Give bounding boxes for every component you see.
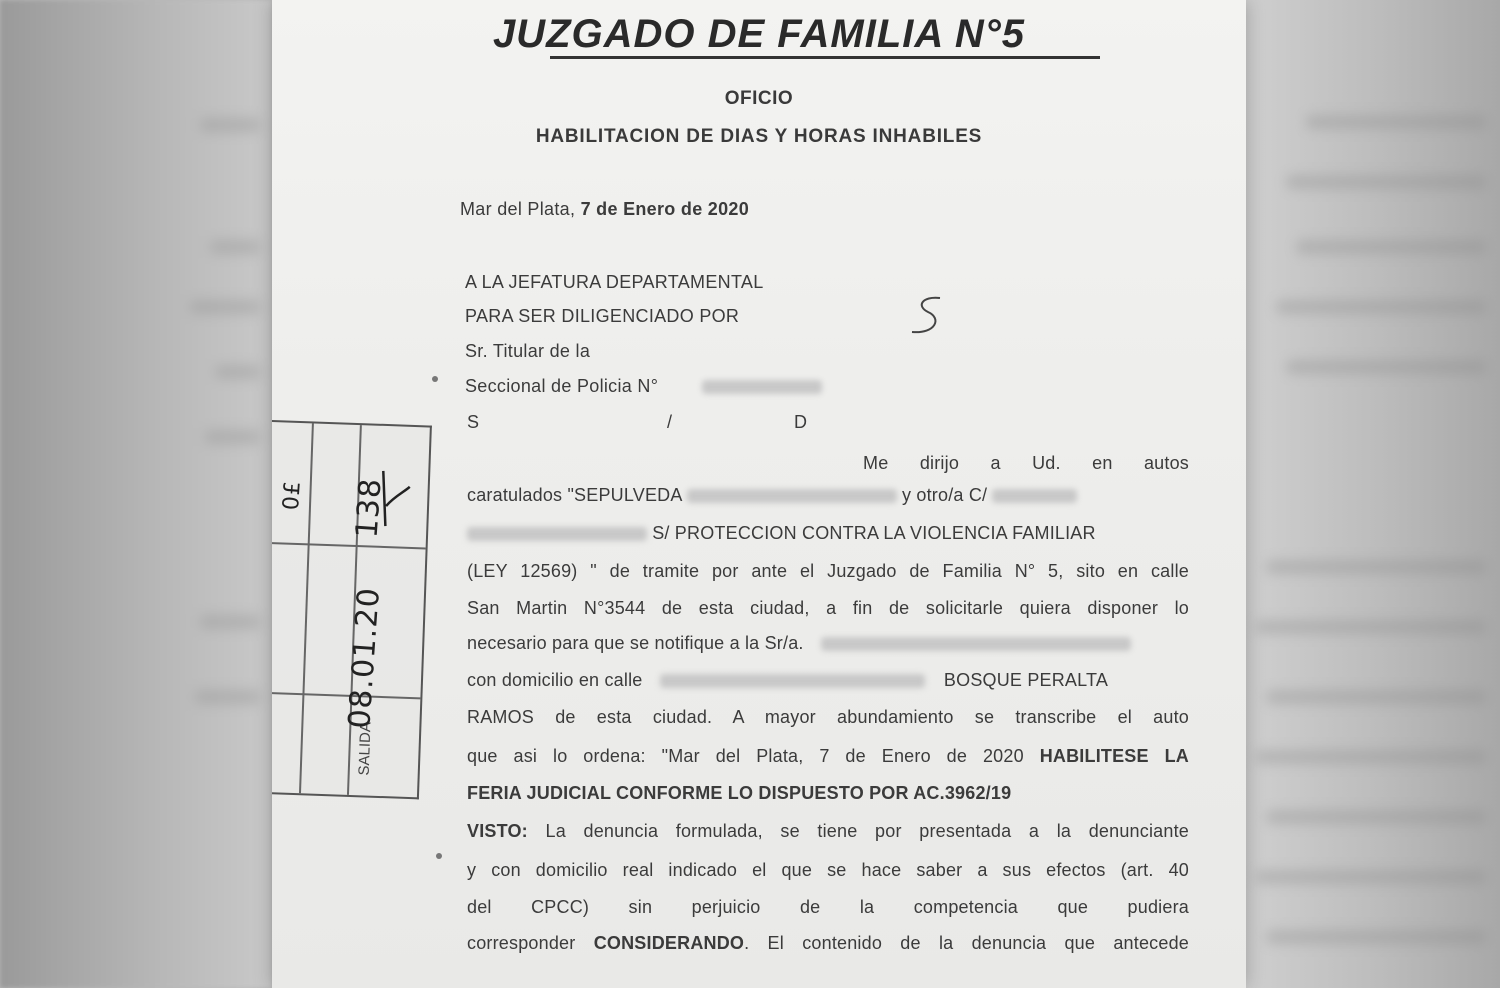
order-habilitese: HABILITESE LA: [1039, 746, 1189, 766]
addressee-line-3: Sr. Titular de la: [465, 341, 591, 361]
body-line-7: [467, 670, 1189, 691]
body-line-14: [467, 933, 1189, 954]
stamp-mark: 0£: [278, 479, 306, 512]
case-subject: S/ PROTECCION CONTRA LA VIOLENCIA FAMILIAR: [652, 523, 1096, 543]
addressee-line-4: Seccional de Policia N°: [465, 376, 659, 396]
redacted-name: [821, 637, 1131, 651]
addressee-line-2: PARA SER DILIGENCIADO POR: [465, 306, 740, 326]
body-line-2: [467, 485, 1189, 506]
addressee-line-1: A LA JEFATURA DEPARTAMENTAL: [465, 272, 764, 292]
considerando-pre: corresponder: [467, 933, 594, 953]
document-page: [272, 0, 1246, 988]
stamp-number: 138: [349, 476, 389, 540]
date-value: 7 de Enero de 2020: [580, 199, 750, 219]
body-line-3: [467, 523, 1189, 544]
body-line-4: (LEY 12569) " de tramite por ante el Juzgado de Familia N° 5, sito en calle: [467, 561, 1189, 581]
stamp-date: 08.01.20: [342, 586, 387, 730]
body-line-13: del CPCC) sin perjuicio de la competencia que pudiera: [467, 897, 1189, 917]
date-place: Mar del Plata,: [460, 199, 581, 219]
body-line-1: Me dirijo a Ud. en autos: [863, 453, 1189, 473]
handwritten-mark-icon: [902, 292, 952, 342]
reception-stamp: [272, 420, 432, 799]
redacted-number: [702, 380, 822, 394]
document-date: [460, 199, 749, 220]
address-text: con domicilio en calle: [467, 670, 643, 690]
punch-dot: [436, 853, 442, 859]
visto-text: La denuncia formulada, se tiene por presentada a la denunciante: [527, 821, 1189, 841]
redacted-name: [992, 489, 1077, 503]
body-line-12: y con domicilio real indicado el que se hace saber a sus efectos (art. 40: [467, 860, 1189, 880]
address-locality: BOSQUE PERALTA: [943, 670, 1109, 690]
notify-text: necesario para que se notifique a la Sr/a.: [467, 633, 804, 653]
redacted-address: [660, 674, 925, 688]
addressee-slash: /: [667, 412, 673, 432]
body-line-5: San Martin N°3544 de esta ciudad, a fin de solicitarle quiera disponer lo: [467, 598, 1189, 618]
considerando-label: CONSIDERANDO: [593, 933, 745, 953]
case-party-cont: y otro/a C/: [901, 485, 988, 505]
punch-dot: [432, 376, 438, 382]
document-type: OFICIO: [724, 88, 794, 109]
visto-label: VISTO:: [467, 821, 528, 841]
body-line-11: [467, 821, 1189, 842]
title-underline: [550, 56, 1100, 59]
court-title: JUZGADO DE FAMILIA N°5: [492, 12, 1026, 56]
signature-icon: [373, 466, 415, 537]
body-line-9: [467, 746, 1189, 767]
considerando-text: . El contenido de la denuncia que antecede: [744, 933, 1189, 953]
background-right: [1246, 0, 1500, 988]
body-line-8: RAMOS de esta ciudad. A mayor abundamiento se transcribe el auto: [467, 707, 1189, 727]
body-line-10: FERIA JUDICIAL CONFORME LO DISPUESTO POR AC.3962/19: [467, 783, 1012, 803]
stamp-salida-label: SALIDA: [355, 721, 375, 776]
background-left: [0, 0, 272, 988]
body-line-6: [467, 633, 1189, 654]
redacted-name: [467, 527, 647, 541]
addressee-s: S: [467, 412, 480, 432]
document-subtitle: HABILITACION DE DIAS Y HORAS INHABILES: [535, 126, 983, 147]
redacted-name: [687, 489, 897, 503]
case-party: caratulados "SEPULVEDA: [467, 485, 682, 505]
addressee-d: D: [794, 412, 808, 432]
order-text: que asi lo ordena: "Mar del Plata, 7 de Enero de 2020: [467, 746, 1040, 766]
